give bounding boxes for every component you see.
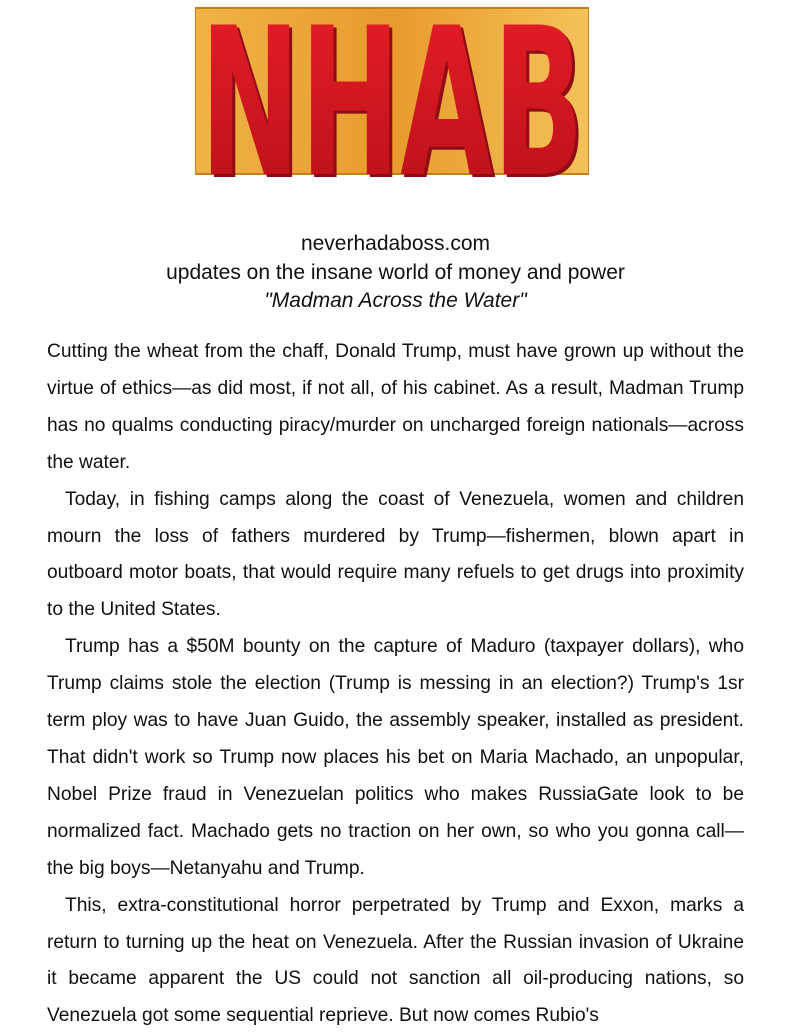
site-domain: neverhadaboss.com	[300, 232, 491, 255]
article-paragraph: Today, in fishing camps along the coast of Venezuela, women and children mourn the loss of fathers murdered by Trump—fishermen, blown apart in outboard motor boats, that would require many refuels to get drugs into proximity to the United States.	[47, 488, 744, 621]
logo-text-shadow: NHAB	[203, 0, 587, 190]
logo-text: NHAB	[200, 0, 584, 190]
article-paragraph: This, extra-constitutional horror perpetrated by Trump and Exxon, marks a return to turning up the heat on Venezuela. After the Russian invasion of Ukraine it became apparent the US could not sanction all oil-producing nations, so Venezuela got some sequential reprieve. But now comes Rubio's	[47, 894, 744, 1027]
site-header	[0, 230, 791, 316]
article-title: "Madman Across the Water"	[264, 289, 527, 312]
site-tagline: updates on the insane world of money and power	[166, 260, 625, 284]
article-paragraph: Cutting the wheat from the chaff, Donald Trump, must have grown up without the virtue of ethics—as did most, if not all, of his cabinet. As a result, Madman Trump has no qualms conducting piracy/murder on uncharged foreign nationals—across the water.	[47, 341, 744, 473]
nhab-logo-graphic	[195, 0, 589, 190]
article-body	[47, 334, 744, 1035]
article-paragraph: Trump has a $50M bounty on the capture of Maduro (taxpayer dollars), who Trump claims stole the election (Trump is messing in an election?) Trump's 1sr term ploy was to have Juan Guido, the assembly speaker, installed as president. That didn't work so Trump now places his bet on Maria Machado, an unpopular, Nobel Prize fraud in Venezuelan politics who makes RussiaGate look to be normalized fact. Machado gets no traction on her own, so who you gonna call—the big boys—Netanyahu and Trump.	[47, 636, 744, 879]
site-logo	[195, 0, 589, 190]
